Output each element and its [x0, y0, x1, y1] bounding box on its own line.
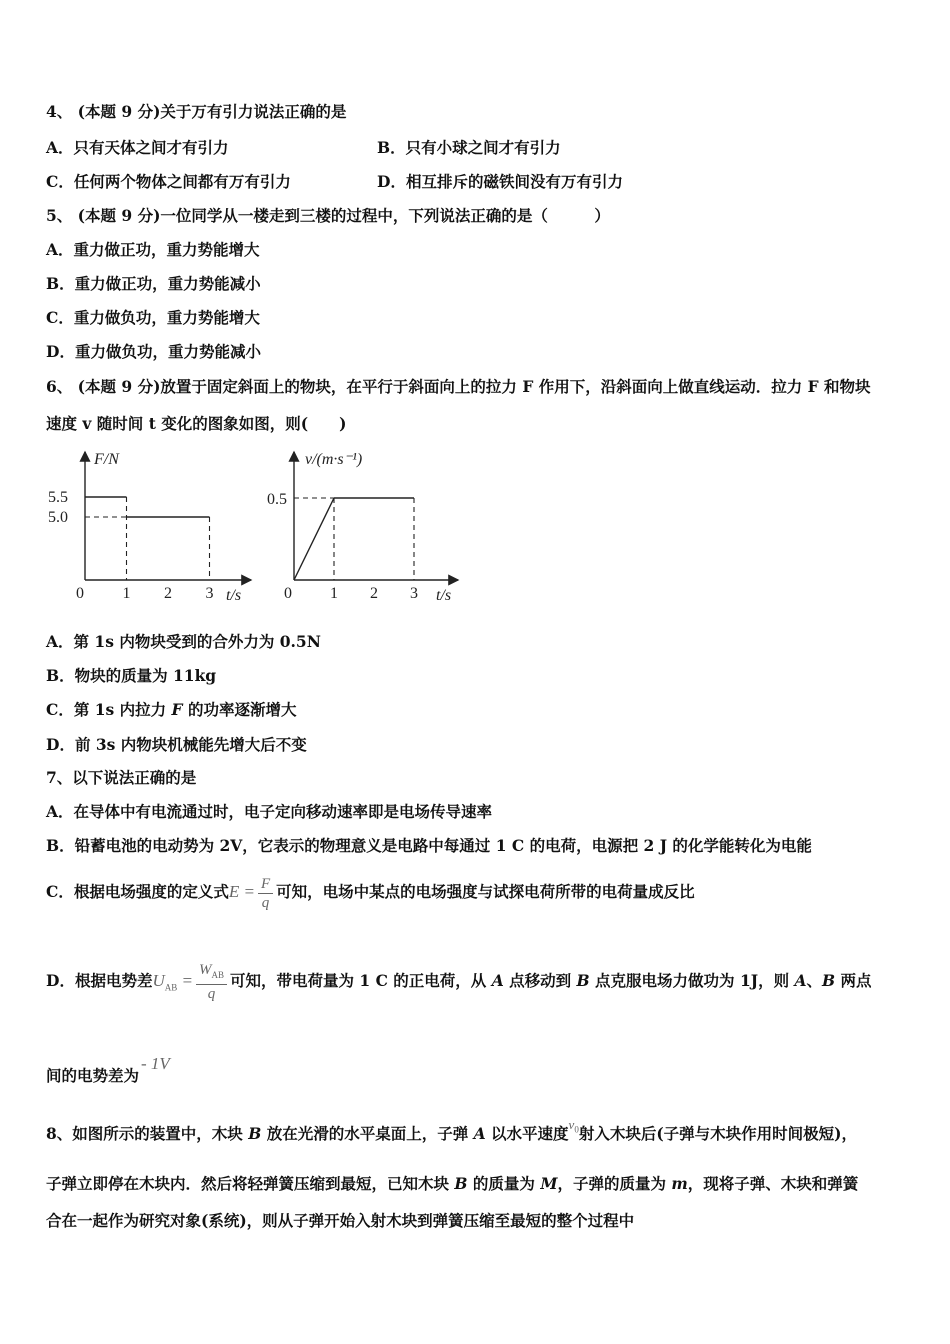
- v-xtick-1: 1: [330, 585, 338, 602]
- q4-option-c: C．任何两个物体之间都有万有引力: [46, 172, 291, 191]
- formula-u-lhs: $U_{AB}$ =: [152, 971, 193, 993]
- f-xtick-3: 3: [205, 585, 214, 602]
- f-ytick-5.5: 5.5: [48, 489, 68, 506]
- q8-line2: 子弹立即停在木块内．然后将轻弹簧压缩到最短，已知木块 B 的质量为 M，子弹的质量为 m，现将子弹、木块和弹簧: [46, 1174, 859, 1193]
- velocity-time-graph: [262, 440, 467, 608]
- f-xtick-2: 2: [164, 585, 172, 602]
- v-segment-rise: [294, 498, 334, 580]
- q6-option-a: A．第 1s 内物块受到的合外力为 0.5N: [46, 632, 321, 651]
- q7-option-a: A．在导体中有电流通过时，电子定向移动速率即是电场传导速率: [46, 802, 493, 821]
- q5-option-c: C．重力做负功，重力势能增大: [46, 308, 260, 327]
- q5-stem: 5、 (本题 9 分)一位同学从一楼走到三楼的过程中，下列说法正确的是（ ）: [46, 206, 610, 225]
- q4-option-b: B．只有小球之间才有引力: [377, 138, 561, 157]
- v-xtick-2: 2: [370, 585, 378, 602]
- q7-option-d: D．根据电势差$U_{AB}$ = $\frac{W_{AB}}{q}$ 可知，带电荷量为 1 C 的正电荷，从 A 点移动到 B 点克服电场力做功为 1J，则 A、B 两点: [46, 962, 872, 1002]
- q7-option-d-line2: 间的电势差为- 1V: [46, 1054, 170, 1085]
- q7-option-c: C．根据电场强度的定义式E = $\frac{F}{q}$ 可知，电场中某点的电场强度与试探电荷所带的电荷量成反比: [46, 875, 695, 911]
- f-xtick-0: 0: [76, 585, 84, 602]
- q5-option-b: B．重力做正功，重力势能减小: [46, 274, 261, 293]
- v-ytick-0.5: 0.5: [267, 491, 287, 508]
- q4-option-d: D．相互排斥的磁铁间没有万有引力: [377, 172, 623, 191]
- q6-stem-line2: 速度 v 随时间 t 变化的图象如图，则( ): [46, 414, 347, 433]
- potential-difference-value: - 1V: [141, 1054, 170, 1073]
- q7-option-b: B．铅蓄电池的电动势为 2V，它表示的物理意义是电路中每通过 1 C 的电荷，电源把 2 J 的化学能转化为电能: [46, 836, 812, 855]
- q6-option-c: C．第 1s 内拉力 F 的功率逐渐增大: [46, 700, 297, 719]
- q6-option-b: B．物块的质量为 11kg: [46, 666, 217, 685]
- v-xtick-0: 0: [284, 585, 292, 602]
- v-ylabel: v/(m·s⁻¹): [305, 451, 363, 468]
- formula-e-lhs: E =: [228, 882, 255, 901]
- q7-stem: 7、以下说法正确的是: [46, 768, 197, 787]
- f-xlabel: t/s: [226, 587, 242, 604]
- variable-F: F: [171, 700, 183, 719]
- q8-line3: 合在一起作为研究对象(系统)，则从子弹开始入射木块到弹簧压缩至最短的整个过程中: [46, 1211, 635, 1230]
- q4-stem: 4、 (本题 9 分)关于万有引力说法正确的是: [46, 102, 347, 121]
- f-ylabel: F/N: [94, 451, 119, 468]
- formula-u-fraction: $\frac{W_{AB}}{q}$: [196, 961, 227, 1003]
- q4-option-a: A．只有天体之间才有引力: [46, 138, 229, 157]
- force-time-graph: [46, 440, 261, 608]
- q6-option-d: D．前 3s 内物块机械能先增大后不变: [46, 735, 307, 754]
- f-xtick-1: 1: [122, 585, 131, 602]
- q8-line1: 8、如图所示的装置中，木块 B 放在光滑的水平桌面上，子弹 A 以水平速度$^{v_0}$射入木块后(子弹与木块作用时间极短)，: [46, 1117, 857, 1143]
- formula-e-fraction: $\frac{F}{q}$: [258, 875, 273, 912]
- v-xtick-3: 3: [410, 585, 418, 602]
- v-xlabel: t/s: [436, 587, 452, 604]
- f-ytick-5.0: 5.0: [48, 509, 68, 526]
- variable-v0: v0: [568, 1117, 579, 1135]
- q6-stem-line1: 6、 (本题 9 分)放置于固定斜面上的物块，在平行于斜面向上的拉力 F 作用下，沿斜面向上做直线运动．拉力 F 和物块: [46, 377, 871, 396]
- q5-option-a: A．重力做正功，重力势能增大: [46, 240, 260, 259]
- q5-option-d: D．重力做负功，重力势能减小: [46, 342, 261, 361]
